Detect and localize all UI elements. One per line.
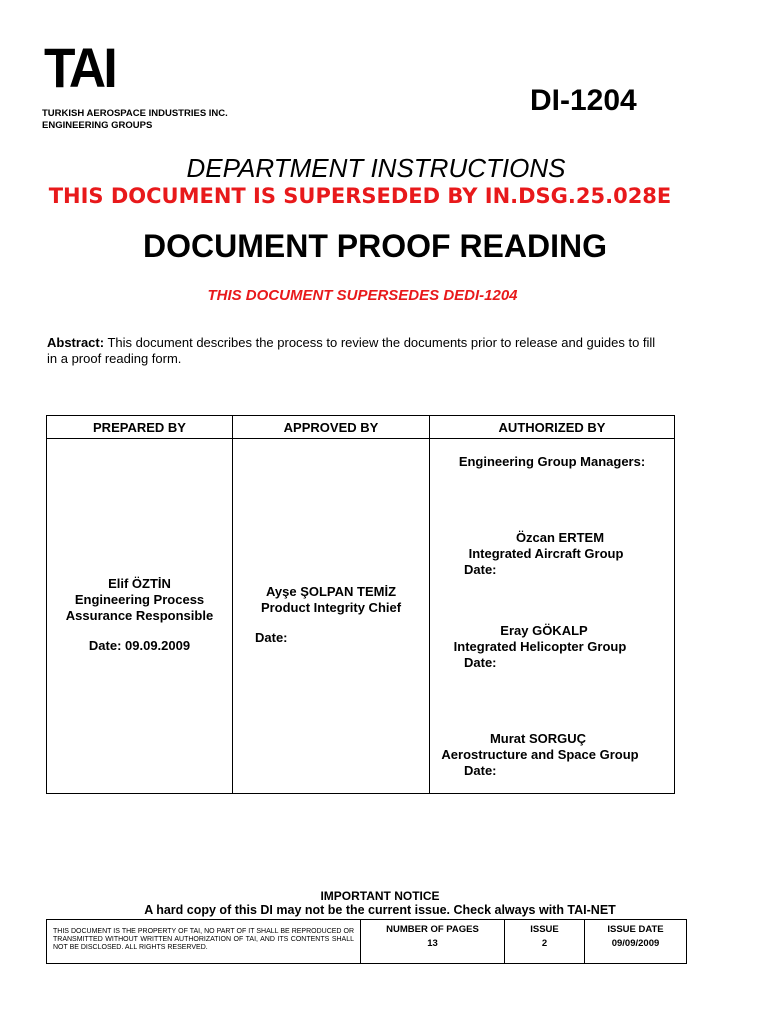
document-info-table <box>46 919 687 964</box>
preparer-role-2: Assurance Responsible <box>65 608 214 623</box>
group-managers-title: Engineering Group Managers: <box>458 454 646 469</box>
number-of-pages-cell <box>361 920 505 964</box>
abstract-text: This document describes the process to review the documents prior to release and guides to fill in a proof reading form. <box>47 335 656 366</box>
important-notice-heading: IMPORTANT NOTICE <box>320 889 440 903</box>
manager-1-group: Integrated Aircraft Group <box>468 546 624 561</box>
manager-2-group: Integrated Helicopter Group <box>453 639 627 654</box>
department-heading: DEPARTMENT INSTRUCTIONS <box>186 153 566 183</box>
authorized-by-cell <box>430 439 675 794</box>
company-line-2: ENGINEERING GROUPS <box>42 120 153 131</box>
issue-label: ISSUE <box>530 924 559 935</box>
property-notice: THIS DOCUMENT IS THE PROPERTY OF TAI, NO PART OF IT SHALL BE REPRODUCED OR TRANSMITTED WITHOUT WRITTEN AUTHORIZATION OF TAI, AND ITS CONTENTS SHALL NOT BE DISCLOSED. ALL RIGHTS RESERVED. <box>47 920 361 964</box>
manager-3-group: Aerostructure and Space Group <box>441 747 639 762</box>
abstract <box>47 335 657 367</box>
supersedes-notice: THIS DOCUMENT SUPERSEDES DEDI-1204 <box>207 287 518 304</box>
manager-3-name: Murat SORGUÇ <box>489 731 587 746</box>
manager-2-name: Eray GÖKALP <box>500 623 588 638</box>
approver-date: Date: <box>255 630 288 645</box>
approver-name: Ayşe ŞOLPAN TEMİZ <box>265 584 397 599</box>
issue-value: 2 <box>541 938 548 949</box>
preparer-name: Elif ÖZTİN <box>108 576 171 591</box>
approved-by-cell <box>233 439 430 794</box>
issue-date-value: 09/09/2009 <box>611 938 660 949</box>
manager-3-date: Date: <box>464 763 497 778</box>
company-name <box>42 108 228 132</box>
document-number: DI-1204 <box>530 84 637 117</box>
issue-date-cell <box>585 920 687 964</box>
abstract-label: Abstract: <box>47 335 105 350</box>
header-approved-by: APPROVED BY <box>233 416 430 439</box>
manager-1-date: Date: <box>464 562 497 577</box>
pages-label: NUMBER OF PAGES <box>386 924 479 935</box>
approver-role: Product Integrity Chief <box>260 600 402 615</box>
manager-2-date: Date: <box>464 655 497 670</box>
manager-1-name: Özcan ERTEM <box>515 530 605 545</box>
issue-cell <box>505 920 585 964</box>
important-notice-text: A hard copy of this DI may not be the current issue. Check always with TAI-NET <box>144 903 616 917</box>
company-line-1: TURKISH AEROSPACE INDUSTRIES INC. <box>42 108 228 119</box>
preparer-role-1: Engineering Process <box>74 592 205 607</box>
preparer-date: Date: 09.09.2009 <box>88 638 191 653</box>
superseded-notice: THIS DOCUMENT IS SUPERSEDED BY IN.DSG.25.028E <box>48 184 672 208</box>
pages-value: 13 <box>427 938 438 949</box>
header-authorized-by: AUTHORIZED BY <box>430 416 675 439</box>
page-title: DOCUMENT PROOF READING <box>143 228 607 264</box>
tai-logo: TAI <box>44 36 115 99</box>
issue-date-label: ISSUE DATE <box>607 924 664 935</box>
header-prepared-by: PREPARED BY <box>47 416 233 439</box>
prepared-by-cell <box>47 439 233 794</box>
signature-table <box>46 415 675 794</box>
